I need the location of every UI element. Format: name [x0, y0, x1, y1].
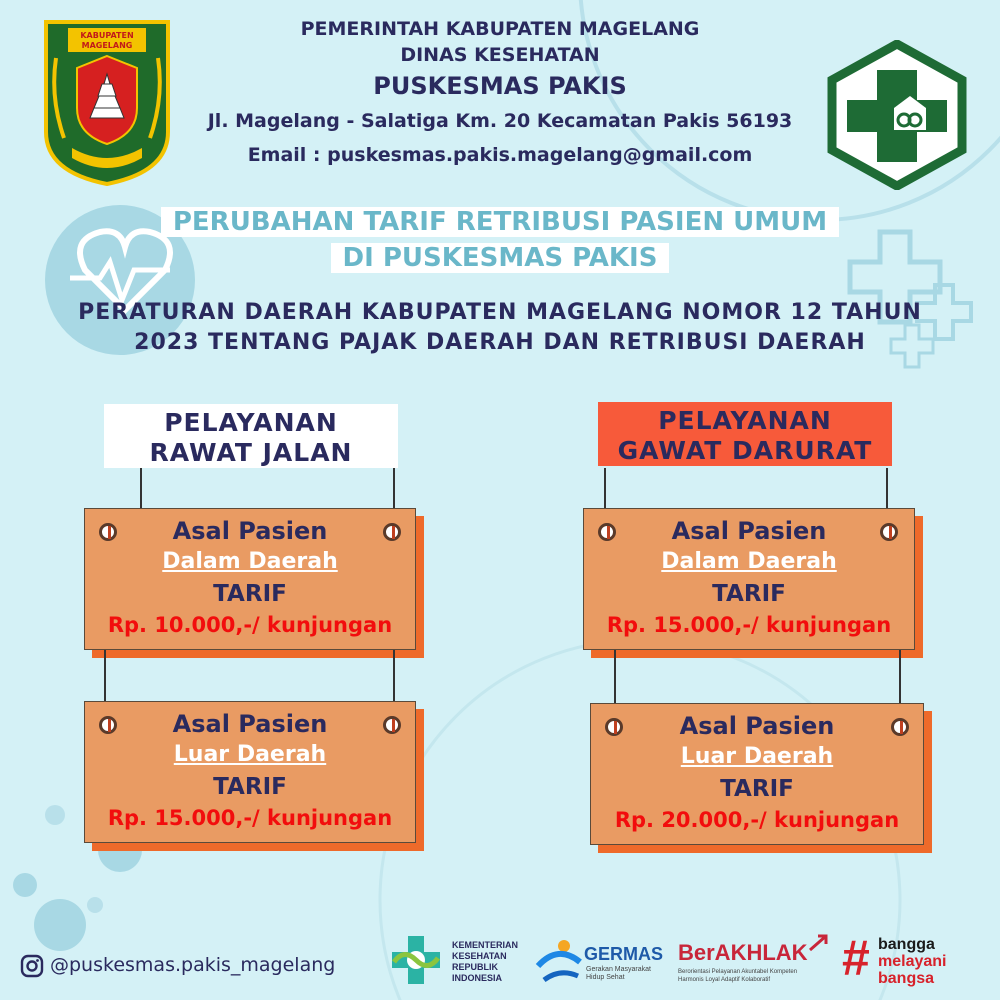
tariff-card-rawat-jalan-luar — [84, 701, 416, 843]
service-name-line2: GAWAT DARURAT — [617, 436, 873, 465]
patient-origin-value: Luar Daerah — [680, 744, 834, 769]
patient-origin-label: Asal Pasien — [671, 517, 827, 545]
patient-origin-value: Dalam Daerah — [661, 549, 837, 574]
germas-logo — [534, 936, 584, 986]
tariff-card-rawat-jalan-dalam — [84, 508, 416, 650]
tariff-card-gawat-darurat-luar — [590, 703, 924, 845]
patient-origin-value: Dalam Daerah — [162, 549, 338, 574]
tarif-price: Rp. 10.000,-/ kunjungan — [107, 613, 393, 637]
berakhlak-arrow-icon — [808, 934, 830, 952]
header-email: Email : puskesmas.pakis.magelang@gmail.com — [247, 144, 753, 166]
patient-origin-label: Asal Pasien — [172, 517, 328, 545]
tarif-label: TARIF — [213, 774, 287, 800]
regulation-line1: PERATURAN DAERAH KABUPATEN MAGELANG NOMOR 12 TAHUN — [78, 300, 922, 325]
puskesmas-logo — [822, 40, 972, 190]
patient-origin-value: Luar Daerah — [173, 742, 327, 767]
tarif-label: TARIF — [213, 581, 287, 607]
header-department: DINAS KESEHATAN — [400, 44, 600, 66]
berakhlak-title: BerAKHLAK — [678, 940, 808, 965]
instagram-icon[interactable] — [20, 954, 44, 978]
header-address: Jl. Magelang - Salatiga Km. 20 Kecamatan Pakis 56193 — [207, 110, 793, 132]
patient-origin-label: Asal Pasien — [679, 712, 835, 740]
service-name-line1: PELAYANAN — [164, 408, 338, 437]
header-puskesmas: PUSKESMAS PAKIS — [373, 72, 627, 100]
kemenkes-text: KEMENTERIAN KESEHATAN REPUBLIK INDONESIA — [452, 940, 519, 983]
tarif-price: Rp. 15.000,-/ kunjungan — [107, 806, 393, 830]
magelang-emblem — [42, 18, 172, 186]
kemenkes-logo — [384, 932, 448, 992]
tarif-price: Rp. 20.000,-/ kunjungan — [614, 808, 900, 832]
service-name-line1: PELAYANAN — [658, 406, 832, 435]
service-header-rawat-jalan — [104, 404, 398, 468]
tarif-label: TARIF — [720, 776, 794, 802]
germas-subtitle: Gerakan Masyarakat Hidup Sehat — [586, 966, 651, 981]
berakhlak-subtitle: Berorientasi Pelayanan Akuntabel Kompeten Harmonis Loyal Adaptif Kolaboratif — [678, 969, 798, 983]
germas-title: GERMAS — [584, 944, 664, 964]
tarif-price: Rp. 15.000,-/ kunjungan — [606, 613, 892, 637]
title-line2: DI PUSKESMAS PAKIS — [331, 243, 670, 273]
regulation-line2: 2023 TENTANG PAJAK DAERAH DAN RETRIBUSI DAERAH — [134, 330, 866, 355]
instagram-handle[interactable]: @puskesmas.pakis_magelang — [50, 954, 336, 976]
patient-origin-label: Asal Pasien — [172, 710, 328, 738]
service-header-gawat-darurat — [598, 402, 892, 466]
tarif-label: TARIF — [712, 581, 786, 607]
tariff-card-gawat-darurat-dalam — [583, 508, 915, 650]
svg-text:MAGELANG: MAGELANG — [81, 41, 133, 50]
title-line1: PERUBAHAN TARIF RETRIBUSI PASIEN UMUM — [161, 207, 839, 237]
header-government: PEMERINTAH KABUPATEN MAGELANG — [300, 18, 700, 40]
svg-text:KABUPATEN: KABUPATEN — [80, 31, 134, 40]
service-name-line2: RAWAT JALAN — [149, 438, 353, 467]
hashtag-icon: # — [842, 930, 870, 986]
bangga-melayani-bangsa: bangga melayani bangsa — [878, 936, 947, 987]
